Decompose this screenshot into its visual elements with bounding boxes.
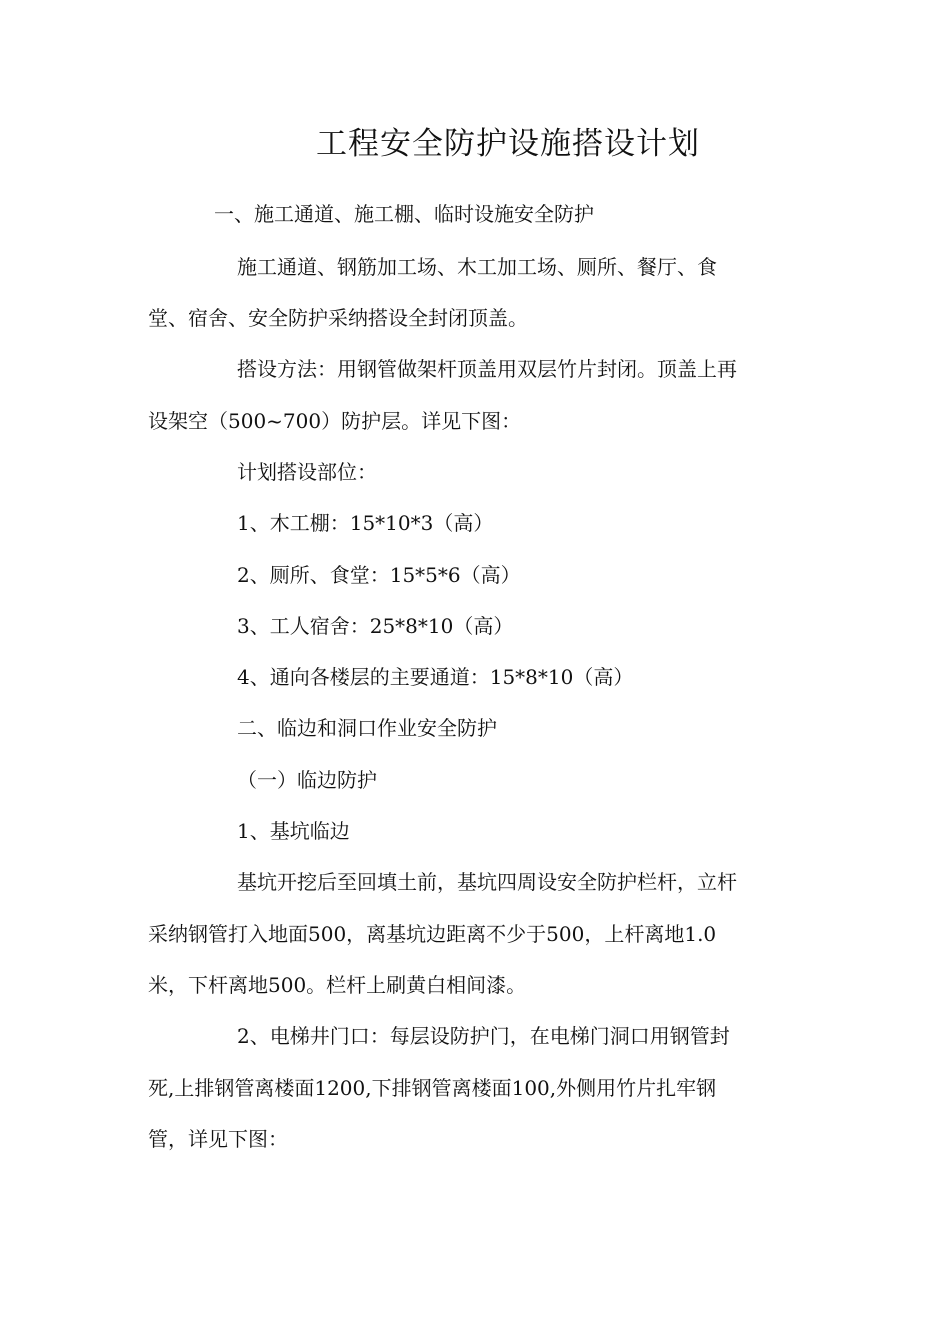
list-item: 1、木工棚：15*10*3（高） [237,511,494,535]
paragraph-line: 管，详见下图： [148,1127,288,1151]
paragraph-line: 施工通道、钢筋加工场、木工加工场、厕所、餐厅、食 [237,255,717,279]
item-heading: 1、基坑临边 [237,819,350,843]
paragraph-line: 采纳钢管打入地面500，离基坑边距离不少于500，上杆离地1.0 [148,922,717,946]
paragraph-line: 米，下杆离地500。栏杆上刷黄白相间漆。 [148,973,527,997]
paragraph-line: 基坑开挖后至回填土前，基坑四周设安全防护栏杆，立杆 [237,870,737,894]
paragraph-line: 搭设方法：用钢管做架杆顶盖用双层竹片封闭。顶盖上再 [237,357,737,381]
paragraph-line: 堂、宿舍、安全防护采纳搭设全封闭顶盖。 [148,306,528,330]
section-heading-2: 二、临边和洞口作业安全防护 [237,716,497,740]
paragraph-line: 2、电梯井门口：每层设防护门，在电梯门洞口用钢管封 [237,1024,730,1048]
document-title: 工程安全防护设施搭设计划 [316,126,700,162]
list-item: 2、厕所、食堂：15*5*6（高） [237,563,521,587]
paragraph-line: 设架空（500~700）防护层。详见下图： [148,409,522,433]
section-heading-1: 一、施工通道、施工棚、临时设施安全防护 [214,202,594,226]
paragraph-line: 死,上排钢管离楼面1200,下排钢管离楼面100,外侧用竹片扎牢钢 [148,1076,717,1100]
subsection-heading: （一）临边防护 [237,768,377,792]
paragraph-line: 计划搭设部位： [237,460,377,484]
list-item: 3、工人宿舍：25*8*10（高） [237,614,514,638]
list-item: 4、通向各楼层的主要通道：15*8*10（高） [237,665,634,689]
